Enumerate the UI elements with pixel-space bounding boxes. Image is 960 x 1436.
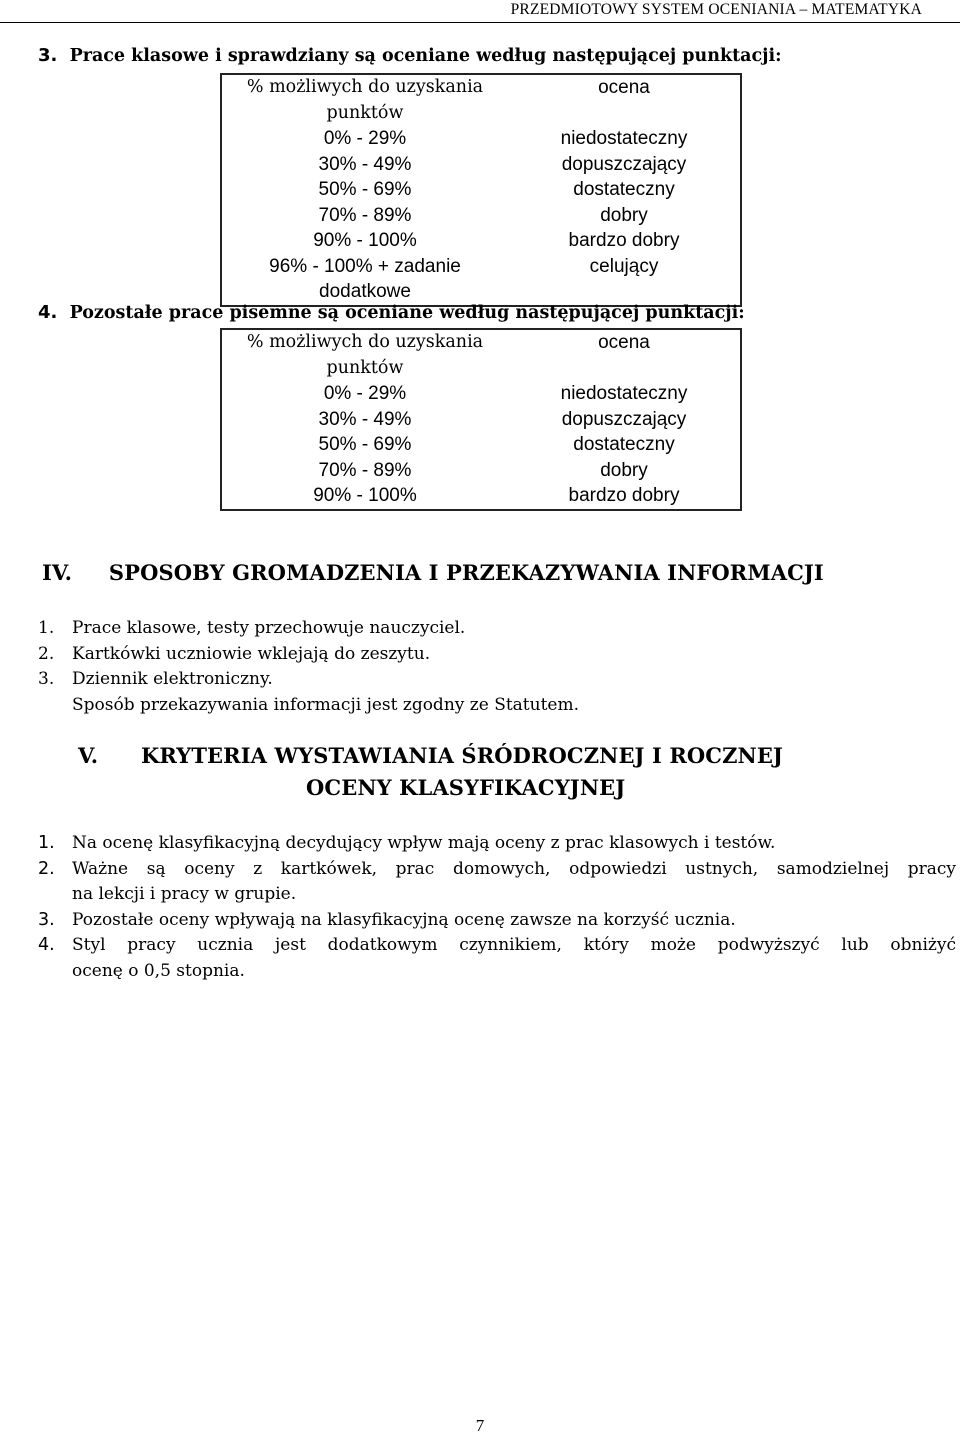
table-row: 90% - 100% bardzo dobry: [313, 230, 680, 251]
table-row: 30% - 49% dopuszczający: [318, 408, 687, 430]
table-header-row: [221, 74, 741, 126]
table-row: 50% - 69% dostateczny: [318, 179, 675, 200]
col-header-grade: ocena: [598, 332, 650, 353]
col-header-percent: % możliwych do uzyskania punktów: [246, 332, 484, 378]
scoring-table-written: [220, 328, 742, 511]
section-4-text: Pozostałe prace pisemne są oceniane według następującej punktacji:: [69, 303, 745, 323]
list-item: 1. Na ocenę klasyfikacyjną decydujący wpływ mają oceny z prac klasowych i testów.: [38, 833, 776, 853]
chapter-4-list: [38, 616, 898, 718]
chapter-4-heading: SPOSOBY GROMADZENIA I PRZEKAZYWANIA INFORMACJI: [108, 560, 824, 585]
list-item: 3. Dziennik elektroniczny.: [38, 669, 273, 689]
table-row: 0% - 29% niedostateczny: [323, 383, 688, 404]
section-4-number: 4.: [38, 302, 58, 323]
table-row: 50% - 69% dostateczny: [318, 434, 675, 455]
table-row: 70% - 89% dobry: [318, 204, 648, 226]
section-3-text: Prace klasowe i sprawdziany są oceniane według następującej punktacji:: [69, 46, 782, 66]
section-3-number: 3.: [38, 45, 58, 66]
scoring-table-tests: [220, 73, 742, 307]
chapter-5-title: [78, 743, 783, 768]
page-number: 7: [475, 1416, 485, 1435]
list-item-continuation: na lekcji i pracy w grupie.: [72, 884, 297, 904]
section-3-heading: [38, 45, 782, 66]
chapter-5-numeral: V.: [78, 743, 99, 768]
chapter-4-note: Sposób przekazywania informacji jest zgodny ze Statutem.: [72, 694, 580, 715]
running-header: [0, 0, 960, 23]
table-row: 70% - 89% dobry: [318, 459, 648, 481]
section-4-heading: [38, 302, 745, 323]
list-item: 2. Kartkówki uczniowie wklejają do zeszytu.: [38, 643, 431, 664]
header-title: PRZEDMIOTOWY SYSTEM OCENIANIA – MATEMATYKA: [510, 1, 922, 18]
list-item: 4. Styl pracy ucznia jest dodatkowym czynnikiem, który może podwyższyć lub obniżyć: [38, 935, 956, 955]
chapter-5-list: [38, 831, 956, 984]
table-row: 96% - 100% + zadanie dodatkowe celujący: [269, 255, 659, 302]
chapter-4-numeral: IV.: [42, 560, 73, 585]
list-item: 1. Prace klasowe, testy przechowuje nauczyciel.: [38, 618, 466, 638]
table-header-row: [221, 329, 741, 381]
table-row: 0% - 29% niedostateczny: [323, 128, 688, 149]
chapter-5-heading-line1: KRYTERIA WYSTAWIANIA ŚRÓDROCZNEJ I ROCZNEJ: [140, 743, 783, 768]
list-item: 3. Pozostałe oceny wpływają na klasyfikacyjną ocenę zawsze na korzyść ucznia.: [38, 909, 736, 930]
list-item-continuation: ocenę o 0,5 stopnia.: [72, 960, 245, 981]
table-row: 90% - 100% bardzo dobry: [313, 485, 680, 506]
table-row: 30% - 49% dopuszczający: [318, 153, 687, 175]
chapter-5-heading-line2: OCENY KLASYFIKACYJNEJ: [306, 775, 626, 800]
col-header-percent: % możliwych do uzyskania punktów: [246, 77, 484, 123]
chapter-4-title: [42, 560, 824, 585]
list-item: 2. Ważne są oceny z kartkówek, prac domowych, odpowiedzi ustnych, samodzielnej pracy: [38, 858, 956, 879]
col-header-grade: ocena: [598, 77, 650, 98]
